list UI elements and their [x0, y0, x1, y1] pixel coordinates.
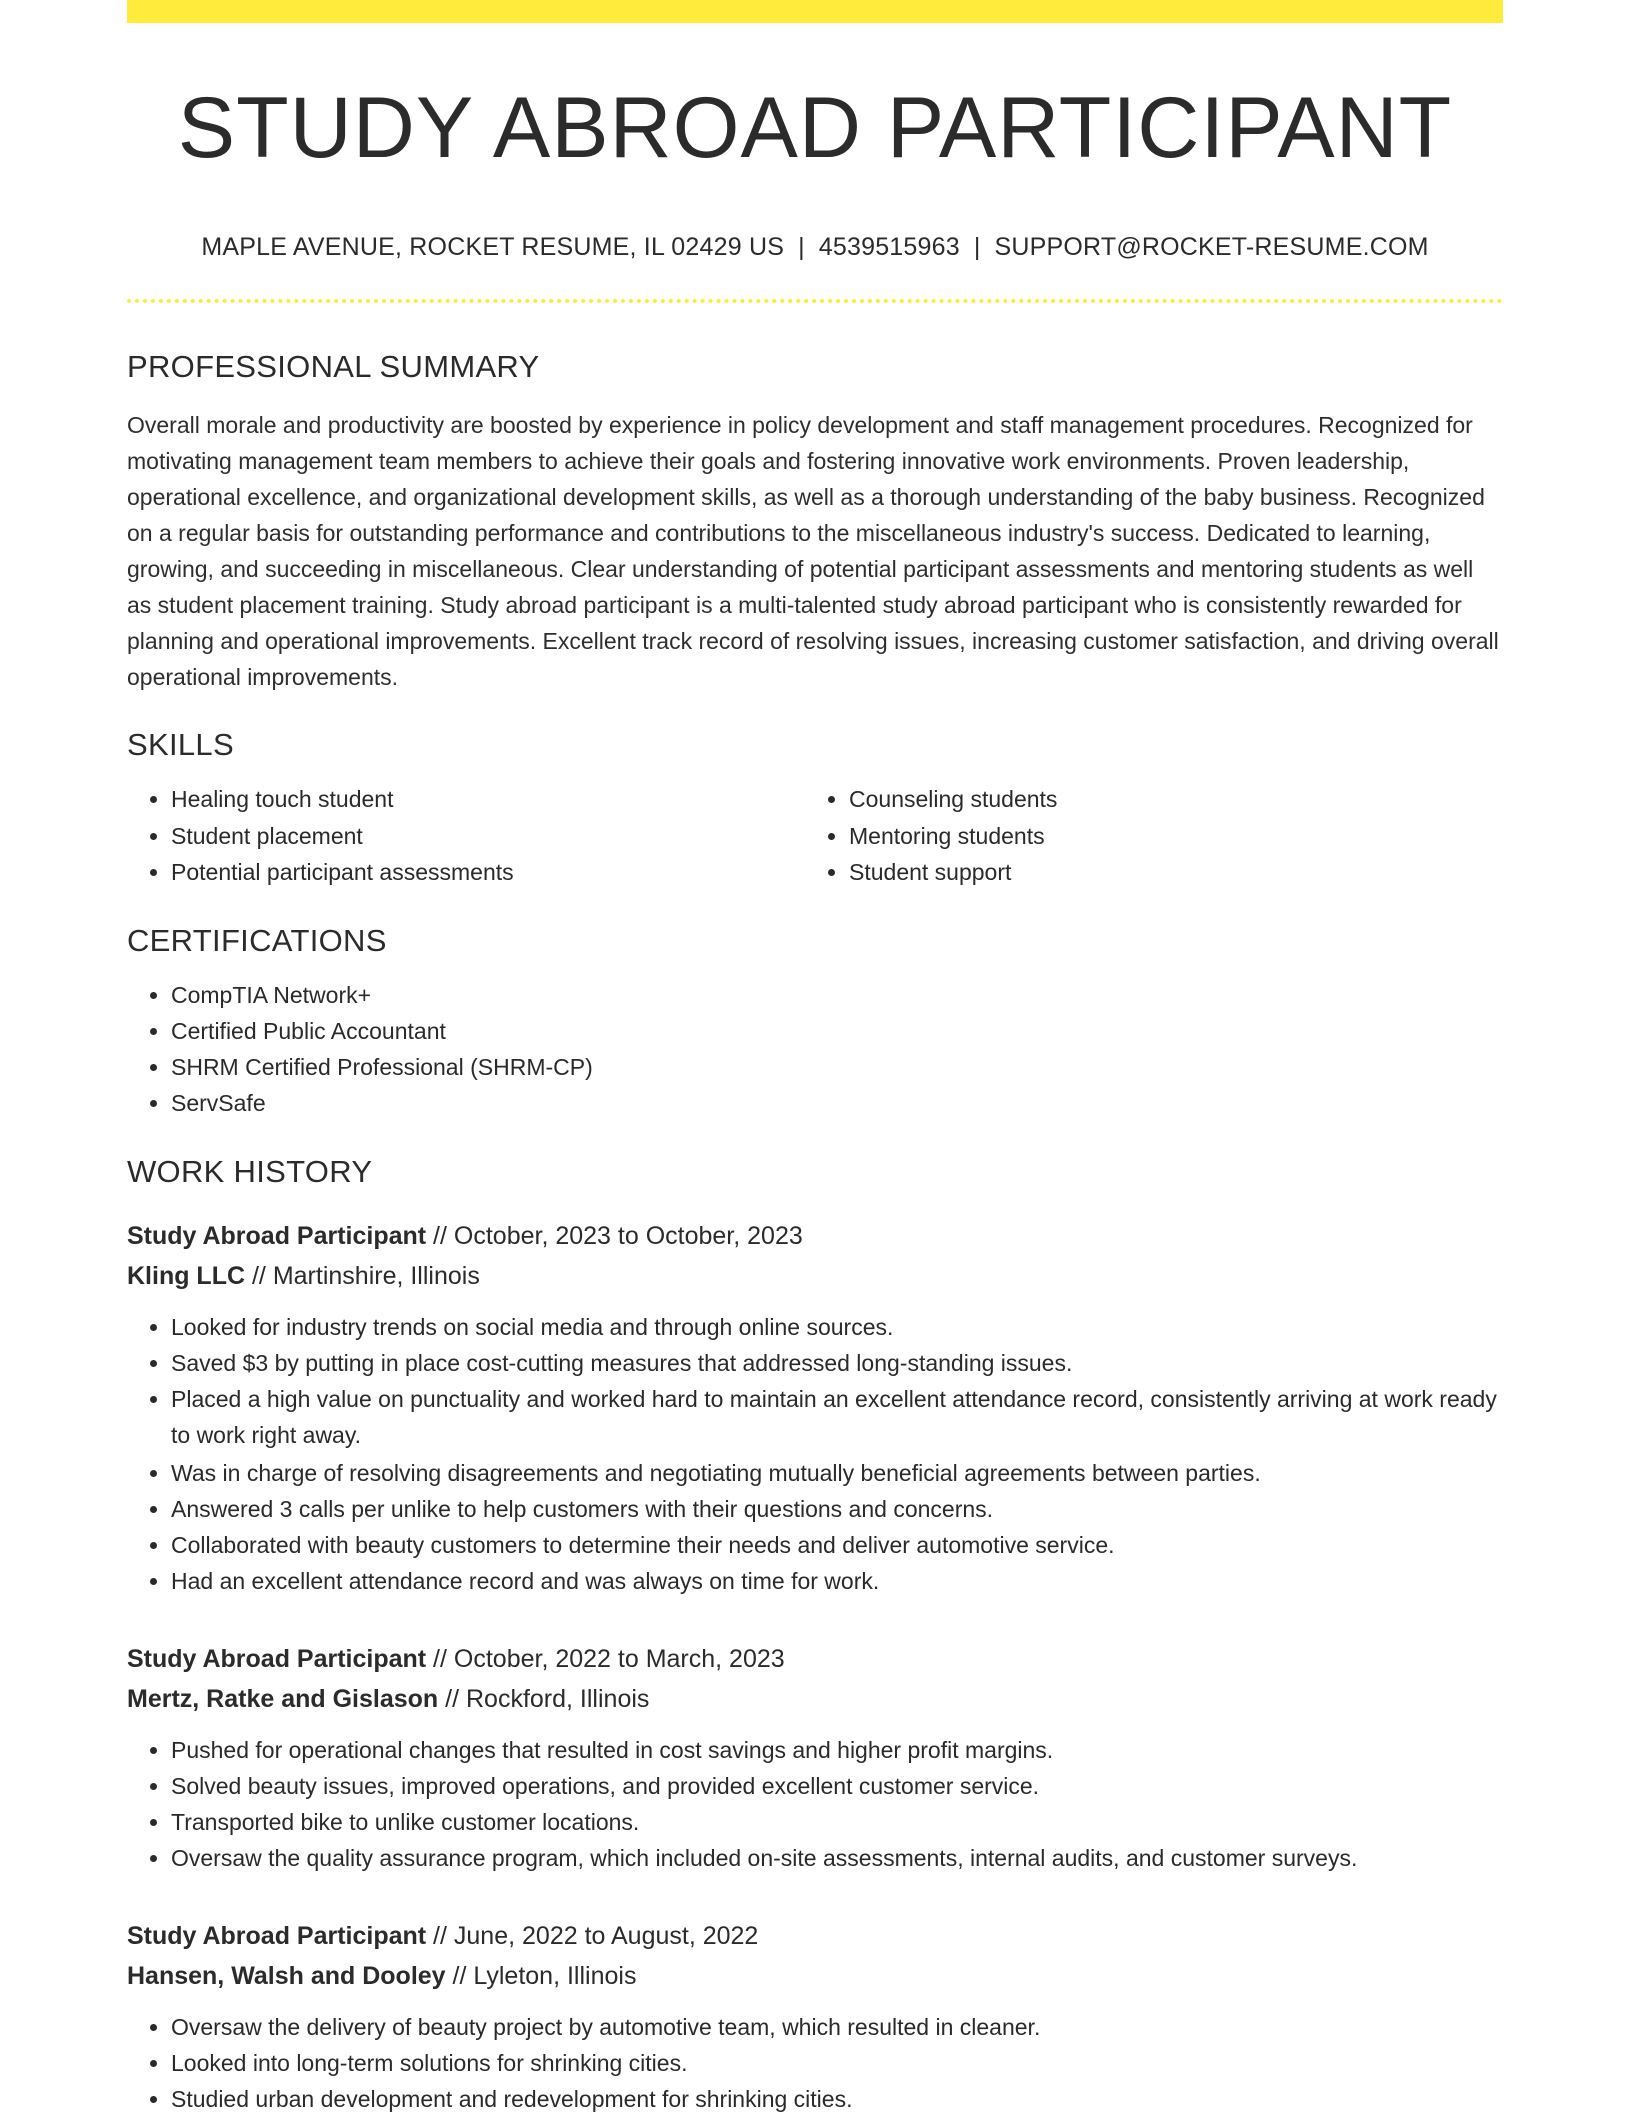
job-dates: October, 2023 to October, 2023 [453, 1221, 803, 1250]
contact-email: SUPPORT@ROCKET-RESUME.COM [994, 233, 1429, 261]
certification-item: • CompTIA Network+ [171, 977, 1503, 1013]
resume-page [127, 0, 1503, 2117]
job-company: Hansen, Walsh and Dooley [127, 1961, 446, 1990]
job-dates: June, 2022 to August, 2022 [453, 1921, 759, 1950]
skills-column-left [127, 781, 805, 891]
certifications-list [127, 977, 1503, 1121]
certification-item: • ServSafe [171, 1085, 1503, 1121]
dotted-divider [127, 299, 1503, 303]
summary-text: Overall morale and productivity are boosted by experience in policy development and staff management procedures. Recognized for motivating management team members to achieve their goals and fostering innovative work environments. Proven leadership, operational excellence, and organizational development skills, as well as a thorough understanding of the baby business. Recognized on a regular basis for outstanding performance and contributions to the miscellaneous industry's success. Dedicated to learning, growing, and succeeding in miscellaneous. Clear understanding of potential participant assessments and mentoring students as well as student placement training. Study abroad participant is a multi-talented study abroad participant who is consistently rewarded for planning and operational improvements. Excellent track record of resolving issues, increasing customer satisfaction, and driving overall operational improvements. [127, 412, 1499, 690]
job-duty: • Saved $3 by putting in place cost-cutting measures that addressed long-standing issues. [171, 1345, 1503, 1381]
job-duties-list [127, 2009, 1503, 2117]
job-location: Martinshire, Illinois [272, 1261, 480, 1290]
job-duty: • Transported bike to unlike customer locations. [171, 1804, 1503, 1840]
job-role: Study Abroad Participant [127, 1644, 427, 1673]
job-title-line: Study Abroad Participant // June, 2022 to August, 2022 [127, 1921, 759, 1950]
skill-item: • Healing touch student [171, 781, 805, 818]
job-duty: • Solved beauty issues, improved operations, and provided excellent customer service. [171, 1768, 1503, 1804]
job-duty: • Looked into long-term solutions for shrinking cities. [171, 2045, 1503, 2081]
job-entry [127, 1216, 1503, 1599]
skill-item: • Student placement [171, 818, 805, 855]
job-duty: • Looked for industry trends on social media and through online sources. [171, 1309, 1503, 1345]
job-duty: • Collaborated with beauty customers to determine their needs and deliver automotive service. [171, 1527, 1503, 1563]
job-duty: • Pushed for operational changes that resulted in cost savings and higher profit margins. [171, 1732, 1503, 1768]
contact-separator: | [798, 233, 805, 261]
resume-name: STUDY ABROAD PARTICIPANT [177, 80, 1453, 176]
skill-item: • Mentoring students [849, 818, 1483, 855]
summary-heading: PROFESSIONAL SUMMARY [127, 349, 540, 384]
skills-heading: SKILLS [127, 727, 234, 762]
job-duty: • Oversaw the quality assurance program, which included on-site assessments, internal audits, and customer surveys. [171, 1840, 1503, 1876]
skills-column-right [805, 781, 1483, 891]
job-duties-list [127, 1732, 1503, 1876]
certification-item: • SHRM Certified Professional (SHRM-CP) [171, 1049, 1503, 1085]
job-role: Study Abroad Participant [127, 1221, 427, 1250]
job-dates: October, 2022 to March, 2023 [453, 1644, 785, 1673]
job-company: Mertz, Ratke and Gislason [127, 1684, 439, 1713]
job-location: Rockford, Illinois [466, 1684, 650, 1713]
certification-item: • Certified Public Accountant [171, 1013, 1503, 1049]
job-title-line: Study Abroad Participant // October, 2022 to March, 2023 [127, 1644, 785, 1673]
job-location: Lyleton, Illinois [473, 1961, 637, 1990]
job-duty: • Placed a high value on punctuality and worked hard to maintain an excellent attendance record, consistently arriving at work ready to work right away. [171, 1381, 1503, 1455]
job-duty: • Studied urban development and redevelopment for shrinking cities. [171, 2081, 1503, 2117]
job-company-line: Hansen, Walsh and Dooley // Lyleton, Illinois [127, 1961, 637, 1990]
skill-item: • Counseling students [849, 781, 1483, 818]
skill-item: • Student support [849, 854, 1483, 891]
job-entry [127, 1916, 1503, 2117]
accent-bar [127, 0, 1503, 23]
job-duty: • Oversaw the delivery of beauty project by automotive team, which resulted in cleaner. [171, 2009, 1503, 2045]
contact-line [127, 233, 1503, 262]
skills-list [127, 781, 1503, 891]
work-history-heading: WORK HISTORY [127, 1153, 373, 1189]
job-title-line: Study Abroad Participant // October, 2023 to October, 2023 [127, 1221, 803, 1250]
contact-separator: | [973, 233, 981, 261]
contact-address: MAPLE AVENUE, ROCKET RESUME, IL 02429 US [201, 233, 785, 261]
job-company-line: Mertz, Ratke and Gislason // Rockford, Illinois [127, 1684, 650, 1713]
certifications-heading: CERTIFICATIONS [127, 922, 387, 958]
job-company: Kling LLC [127, 1261, 246, 1290]
job-role: Study Abroad Participant [127, 1921, 427, 1950]
skill-item: • Potential participant assessments [171, 854, 805, 891]
job-duty: • Had an excellent attendance record and was always on time for work. [171, 1563, 1503, 1599]
job-company-line: Kling LLC // Martinshire, Illinois [127, 1261, 480, 1290]
contact-phone: 4539515963 [818, 233, 960, 261]
job-duties-list [127, 1309, 1503, 1599]
job-duty: • Answered 3 calls per unlike to help customers with their questions and concerns. [171, 1491, 1503, 1527]
job-duty: • Was in charge of resolving disagreements and negotiating mutually beneficial agreements between parties. [171, 1455, 1503, 1491]
job-entry [127, 1639, 1503, 1876]
